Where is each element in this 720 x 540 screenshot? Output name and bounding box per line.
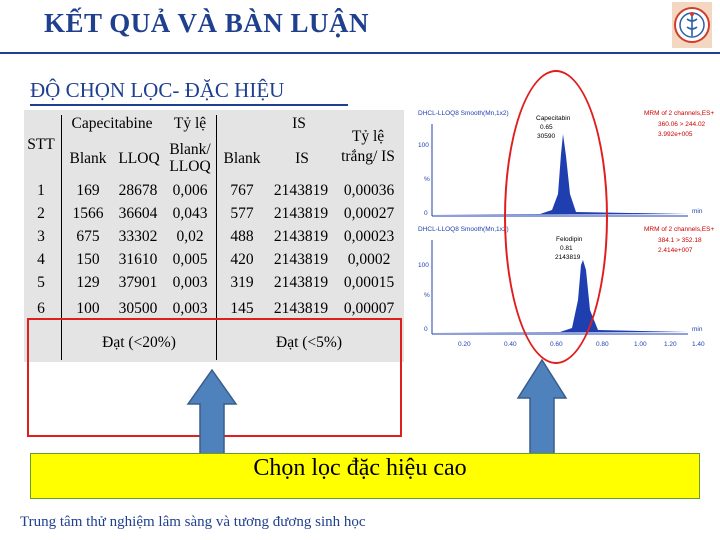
table-cell: 2143819 <box>273 205 329 222</box>
y-axis-zero: 0 <box>424 326 428 333</box>
chromatogram-mrm: MRM of 2 channels,ES+ <box>644 226 715 233</box>
header-is-is: IS <box>295 150 309 167</box>
header-blank-lloq: Blank/ <box>169 141 211 158</box>
table-cell: 0,0002 <box>347 251 391 268</box>
x-axis-unit: min <box>692 326 703 333</box>
table-cell: 0,006 <box>172 182 208 199</box>
table-cell: 0,043 <box>172 205 208 222</box>
table-cell: 0,00027 <box>343 205 395 222</box>
table-cell: 37901 <box>118 274 158 291</box>
conclusion-text: Chọn lọc đặc hiệu cao <box>253 455 467 481</box>
peak-rt: 0.65 <box>540 124 553 131</box>
x-tick: 0.40 <box>504 341 517 348</box>
table-cell: 3 <box>37 228 45 245</box>
up-arrow-icon <box>516 358 568 460</box>
header-ratio: Tỷ lệ <box>173 115 207 132</box>
x-tick: 1.20 <box>664 341 677 348</box>
table-cell: 675 <box>76 228 100 245</box>
x-tick: 1.40 <box>692 341 705 348</box>
table-cell: 30500 <box>118 300 158 317</box>
table-cell: 5 <box>37 274 45 291</box>
table-cell: 2143819 <box>273 274 329 291</box>
peak-highlight-ellipse <box>504 70 608 364</box>
table-cell: 0,005 <box>172 251 208 268</box>
header-is-blank: Blank <box>223 150 261 167</box>
table-cell: 150 <box>76 251 100 268</box>
section-subtitle: ĐỘ CHỌN LỌC- ĐẶC HIỆU <box>30 78 285 102</box>
y-axis-zero: 0 <box>424 210 428 217</box>
table-cell: 2143819 <box>273 228 329 245</box>
peak-area: 30590 <box>537 133 556 140</box>
table-cell: 488 <box>230 228 254 245</box>
chromatogram-intensity: 3.992e+005 <box>658 131 693 138</box>
table-cell: 129 <box>76 274 100 291</box>
table-cell: 0,00023 <box>343 228 395 245</box>
header-is-group: IS <box>292 115 306 132</box>
y-axis-unit: % <box>424 176 430 183</box>
chromatogram-header: DHCL-LLOQ8 Smooth(Mn,1x2) <box>418 226 509 233</box>
table-cell: 577 <box>230 205 254 222</box>
table-cell: 319 <box>230 274 254 291</box>
chromatogram-transition: 360.06 > 244.02 <box>658 121 706 128</box>
title-divider <box>0 52 720 54</box>
table-cell: 1 <box>37 182 45 199</box>
table-cell: 100 <box>76 300 100 317</box>
header-ratio-is: trắng/ IS <box>341 148 395 165</box>
y-axis-max: 100 <box>418 262 429 269</box>
table-cell: 0,00007 <box>343 300 395 317</box>
table-cell: 767 <box>230 182 254 199</box>
table-cell: 2143819 <box>273 182 329 199</box>
header-blank-lloq: LLOQ <box>169 158 211 175</box>
up-arrow-icon <box>186 368 238 460</box>
slide-title: KẾT QUẢ VÀ BÀN LUẬN <box>44 8 370 38</box>
x-tick: 0.80 <box>596 341 609 348</box>
table-cell: 145 <box>230 300 254 317</box>
header-stt: STT <box>27 136 55 153</box>
chromatogram-header: DHCL-LLOQ8 Smooth(Mn,1x2) <box>418 110 509 117</box>
x-tick: 1.00 <box>634 341 647 348</box>
table-cell: 31610 <box>118 251 158 268</box>
header-capecitabine: Capecitabine <box>71 115 153 132</box>
x-axis-unit: min <box>692 208 703 215</box>
table-cell: 36604 <box>118 205 158 222</box>
peak-name: Felodipin <box>556 236 583 243</box>
peak-name: Capecitabin <box>536 115 571 122</box>
chromatogram-intensity: 2.414e+007 <box>658 247 693 254</box>
table-cell: 28678 <box>118 182 158 199</box>
chromatogram-transition: 384.1 > 352.18 <box>658 237 702 244</box>
logo-icon <box>672 2 712 48</box>
table-cell: 6 <box>37 300 45 317</box>
y-axis-unit: % <box>424 292 430 299</box>
subtitle-underline <box>30 104 348 106</box>
chromatogram-mrm: MRM of 2 channels,ES+ <box>644 110 715 117</box>
x-tick: 0.20 <box>458 341 471 348</box>
table-cell: 169 <box>76 182 100 199</box>
table-cell: 0,00036 <box>343 182 395 199</box>
table-cell: 0,003 <box>172 274 208 291</box>
table-cell: 2143819 <box>273 251 329 268</box>
table-cell: 0,00015 <box>343 274 395 291</box>
pass-label-right: Đạt (<5%) <box>276 334 342 351</box>
table-cell: 4 <box>37 251 45 268</box>
table-cell: 420 <box>230 251 254 268</box>
y-axis-max: 100 <box>418 142 429 149</box>
table-cell: 1566 <box>72 205 104 222</box>
table-cell: 0,02 <box>176 228 204 245</box>
pass-label-left: Đạt (<20%) <box>102 334 176 351</box>
footer-text: Trung tâm thử nghiệm lâm sàng và tương đương sinh học <box>20 514 366 530</box>
peak-area: 2143819 <box>555 254 581 261</box>
header-lloq: LLOQ <box>118 150 160 167</box>
header-ratio-is: Tỷ lệ <box>351 128 385 145</box>
table-cell: 0,003 <box>172 300 208 317</box>
peak-rt: 0.81 <box>560 245 573 252</box>
header-blank: Blank <box>69 150 107 167</box>
table-cell: 2143819 <box>273 300 329 317</box>
table-cell: 2 <box>37 205 45 222</box>
x-tick: 0.60 <box>550 341 563 348</box>
table-cell: 33302 <box>118 228 158 245</box>
